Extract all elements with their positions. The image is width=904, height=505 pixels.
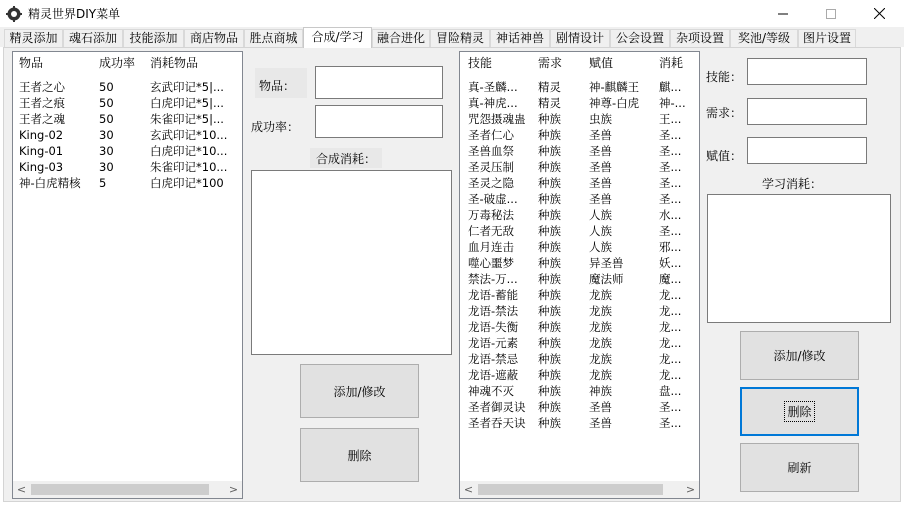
list-cell: 圣兽血祭 [468,144,514,158]
list-cell: 龙语-失衡 [468,320,519,334]
synthesis-list[interactable] [12,51,243,499]
column-header[interactable]: 物品 [19,56,44,70]
window-title: 精灵世界DIY菜单 [28,7,121,21]
list-cell: 5 [99,176,107,190]
list-cell: 人族 [589,208,612,222]
list-cell: 血月连击 [468,240,514,254]
list-cell: 圣者吞天诀 [468,416,526,430]
scroll-left-icon[interactable]: < [463,483,474,496]
column-header[interactable]: 技能 [468,56,493,70]
list-cell: 圣兽 [589,176,612,190]
list-item[interactable] [460,271,699,287]
tab-soulstone-add[interactable]: 魂石添加 [63,29,123,47]
list-cell: 圣... [659,144,682,158]
list-item[interactable] [460,319,699,335]
assign-label: 赋值： [706,149,743,163]
list-item[interactable] [13,79,242,95]
list-cell: 50 [99,80,114,94]
list-cell: 龙族 [589,352,612,366]
list-cell: 种族 [538,368,561,382]
list-cell: 朱雀印记*10... [150,160,228,174]
list-cell: 龙语-遮蔽 [468,368,519,382]
minimize-icon [778,9,788,19]
horizontal-scrollbar[interactable] [460,481,699,498]
list-cell: 神-麒麟王 [589,80,640,94]
list-cell: 白虎印记*5|... [150,96,224,110]
list-item[interactable] [460,303,699,319]
list-cell: 种族 [538,320,561,334]
list-cell: 白虎印记*100 [150,176,224,190]
list-item[interactable] [460,383,699,399]
column-header[interactable]: 消耗物品 [150,56,199,70]
list-cell: 龙语-禁法 [468,304,519,318]
list-cell: 龙族 [589,368,612,382]
list-cell: 异圣兽 [589,256,624,270]
list-cell: King-02 [19,128,64,142]
list-cell: 种族 [538,160,561,174]
list-cell: 圣... [659,176,682,190]
list-cell: 邪... [659,240,682,254]
assign-input[interactable] [747,137,867,164]
list-item[interactable] [13,95,242,111]
tab-misc-settings[interactable]: 杂项设置 [670,29,730,47]
list-cell: 龙语-禁忌 [468,352,519,366]
list-item[interactable] [460,351,699,367]
list-cell: 龙... [659,320,682,334]
horizontal-scrollbar[interactable] [13,481,242,498]
list-cell: 圣兽 [589,192,612,206]
list-cell: 种族 [538,176,561,190]
learn-delete-button[interactable] [740,387,859,436]
scroll-left-icon[interactable]: < [16,483,27,496]
list-cell: 精灵 [538,80,561,94]
need-label: 需求： [706,106,743,120]
list-cell: 龙族 [589,288,612,302]
scroll-right-icon[interactable]: > [228,483,239,496]
list-item[interactable] [13,143,242,159]
list-cell: 圣... [659,224,682,238]
column-header[interactable]: 消耗 [659,56,684,70]
tab-image-settings[interactable]: 图片设置 [798,29,856,47]
maximize-button[interactable] [808,0,854,27]
scroll-right-icon[interactable]: > [685,483,696,496]
list-cell: 王者之魂 [19,112,65,126]
close-button[interactable] [856,0,902,27]
list-cell: 妖... [659,256,682,270]
list-item[interactable] [460,223,699,239]
column-header[interactable]: 需求 [538,56,563,70]
tab-story-design[interactable]: 剧情设计 [550,29,610,47]
column-header[interactable]: 赋值 [589,56,614,70]
list-cell: 龙... [659,352,682,366]
skill-label: 技能： [706,70,743,84]
list-cell: 种族 [538,240,561,254]
list-item[interactable] [460,207,699,223]
synthesis-cost-textarea[interactable] [251,170,452,355]
list-cell: 白虎印记*10... [150,144,228,158]
list-cell: 圣... [659,416,682,430]
tab-skill-add[interactable]: 技能添加 [123,29,184,47]
list-cell: 30 [99,160,114,174]
list-cell: 万毒秘法 [468,208,514,222]
skill-input[interactable] [747,58,867,85]
list-item[interactable] [460,335,699,351]
list-cell: 种族 [538,112,561,126]
list-cell: 种族 [538,336,561,350]
list-cell: King-01 [19,144,64,158]
list-item[interactable] [460,79,699,95]
learn-refresh-button[interactable]: 刷新 [740,443,859,492]
list-cell: 玄武印记*10... [150,128,228,142]
tab-content-synthesis-learn [3,47,901,502]
list-cell: 种族 [538,208,561,222]
list-cell: 龙语-蓄能 [468,288,519,302]
minimize-button[interactable] [760,0,806,27]
list-cell: 圣... [659,400,682,414]
list-cell: 圣... [659,160,682,174]
list-cell: 神-白虎精核 [19,176,81,190]
synthesis-add-button[interactable]: 添加/修改 [300,364,419,418]
learn-cost-textarea[interactable] [707,194,891,323]
list-cell: 龙族 [589,304,612,318]
list-cell: 圣-破虚... [468,192,518,206]
list-item[interactable] [13,159,242,175]
list-item[interactable] [460,287,699,303]
list-cell: 虫族 [589,112,612,126]
list-item[interactable] [13,175,242,191]
list-cell: 种族 [538,272,561,286]
list-item[interactable] [460,127,699,143]
tab-adventure-sprite[interactable]: 冒险精灵 [430,29,490,47]
synthesis-list-header [13,52,242,68]
tab-guild-settings[interactable]: 公会设置 [610,29,670,47]
list-cell: 种族 [538,352,561,366]
list-cell: 50 [99,112,114,126]
list-cell: 王者之心 [19,80,65,94]
need-input[interactable] [747,98,867,125]
gear-icon [6,6,22,22]
list-cell: 神族 [589,384,612,398]
learn-list-header [460,52,699,68]
list-item[interactable] [460,111,699,127]
list-cell: 噬心噩梦 [468,256,514,270]
list-cell: 50 [99,96,114,110]
list-cell: 圣兽 [589,416,612,430]
list-cell: 真-神虎... [468,96,518,110]
list-item[interactable] [460,255,699,271]
list-cell: 种族 [538,224,561,238]
close-icon [874,8,885,19]
title-bar [0,0,904,27]
list-cell: 龙族 [589,320,612,334]
list-cell: 王者之痕 [19,96,65,110]
list-cell: 圣兽 [589,128,612,142]
list-cell: 龙... [659,336,682,350]
list-cell: 圣兽 [589,144,612,158]
list-item[interactable] [13,111,242,127]
list-item[interactable] [13,127,242,143]
scroll-thumb[interactable] [31,484,209,495]
tab-myth-beast[interactable]: 神话神兽 [490,29,550,47]
list-item[interactable] [460,399,699,415]
tab-points-mall[interactable]: 胜点商城 [244,29,303,47]
success-rate-input[interactable] [315,105,443,138]
list-item[interactable] [460,143,699,159]
list-item[interactable] [460,175,699,191]
list-item[interactable] [460,367,699,383]
success-rate-label: 成功率： [251,120,300,134]
list-item[interactable] [460,239,699,255]
list-cell: 玄武印记*5|... [150,80,224,94]
list-cell: 种族 [538,416,561,430]
list-cell: 水... [659,208,682,222]
synthesis-delete-button[interactable]: 删除 [300,428,419,482]
list-cell: 神-... [659,96,686,110]
list-cell: 龙语-元素 [468,336,519,350]
learn-add-button[interactable]: 添加/修改 [740,331,859,380]
learn-cost-label: 学习消耗： [762,177,823,191]
list-cell: 麒... [659,80,682,94]
list-cell: 神尊-白虎 [589,96,640,110]
list-cell: 圣灵之隐 [468,176,514,190]
list-cell: 精灵 [538,96,561,110]
list-cell: 圣... [659,192,682,206]
list-cell: 种族 [538,256,561,270]
tab-strip [0,27,904,47]
list-cell: 圣者御灵诀 [468,400,526,414]
scroll-thumb[interactable] [478,484,663,495]
list-cell: 神魂不灭 [468,384,514,398]
list-cell: 禁法-万... [468,272,518,286]
list-cell: 朱雀印记*5|... [150,112,224,126]
list-cell: 种族 [538,288,561,302]
list-cell: 种族 [538,144,561,158]
list-cell: 人族 [589,240,612,254]
item-label: 物品： [255,68,307,98]
list-cell: 种族 [538,400,561,414]
list-cell: 圣者仁心 [468,128,514,142]
tab-sprite-add[interactable]: 精灵添加 [4,29,63,47]
column-header[interactable]: 成功率 [99,56,136,70]
list-cell: 仁者无敌 [468,224,514,238]
list-cell: 种族 [538,128,561,142]
learn-list[interactable] [459,51,700,499]
learn-delete-button-label: 删除 [784,401,814,422]
list-cell: 种族 [538,304,561,318]
list-cell: 咒怨摄魂蛊 [468,112,526,126]
list-cell: 龙... [659,288,682,302]
list-item[interactable] [460,415,699,431]
list-item[interactable] [460,95,699,111]
list-item[interactable] [460,159,699,175]
list-cell: 圣兽 [589,160,612,174]
tab-synthesis-learn[interactable]: 合成/学习 [303,27,372,48]
list-cell: 龙族 [589,336,612,350]
list-cell: 真-圣麟... [468,80,518,94]
tab-shop-items[interactable]: 商店物品 [184,29,244,47]
list-cell: 圣灵压制 [468,160,514,174]
list-cell: 魔法师 [589,272,624,286]
list-cell: 30 [99,128,114,142]
list-cell: 30 [99,144,114,158]
list-cell: 盘... [659,384,682,398]
maximize-icon [826,9,836,19]
tab-pool-level[interactable]: 奖池/等级 [730,29,798,47]
list-item[interactable] [460,191,699,207]
synthesis-cost-label: 合成消耗： [310,148,382,168]
list-cell: 人族 [589,224,612,238]
list-cell: 圣兽 [589,400,612,414]
list-cell: 龙... [659,368,682,382]
item-input[interactable] [315,66,443,99]
tab-fusion-evolve[interactable]: 融合进化 [372,29,430,47]
list-cell: 魔... [659,272,682,286]
list-cell: 种族 [538,192,561,206]
list-cell: 种族 [538,384,561,398]
list-cell: 龙... [659,304,682,318]
list-cell: King-03 [19,160,64,174]
list-cell: 王... [659,112,682,126]
list-cell: 圣... [659,128,682,142]
